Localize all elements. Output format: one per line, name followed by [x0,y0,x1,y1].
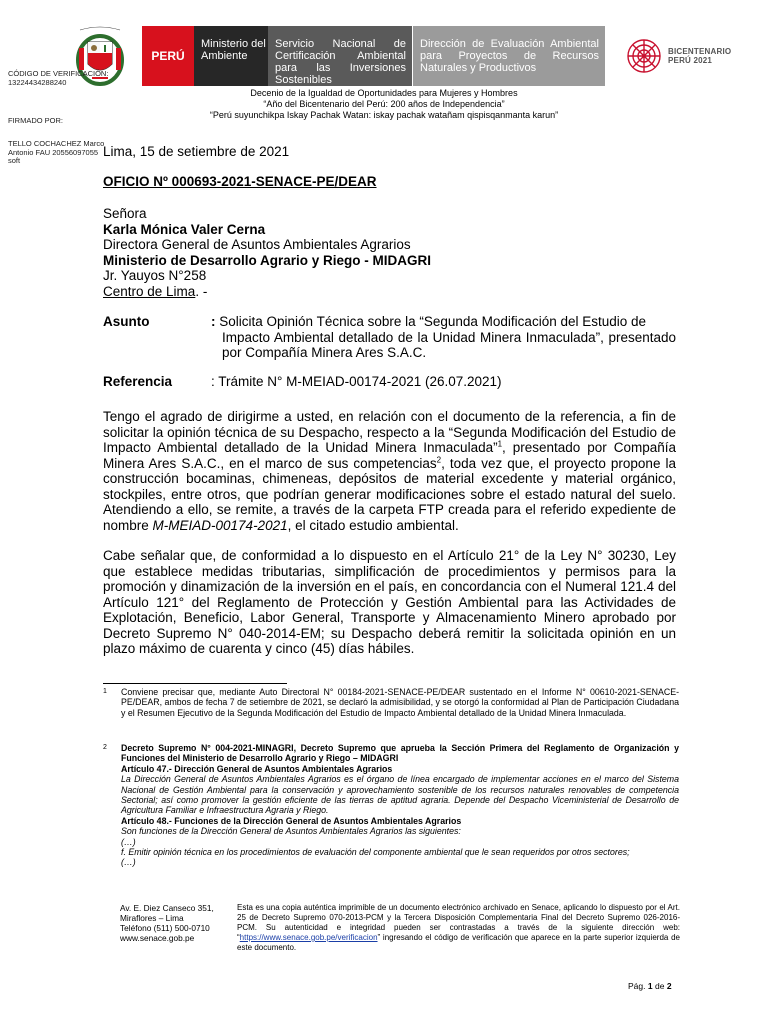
footnote-2-art48: Artículo 48.- Funciones de la Dirección General de Asuntos Ambientales Agrarios [121,815,462,826]
footnote-2-ellipsis-1: (…) [121,836,136,847]
footer-phone: Teléfono (511) 500-0710 [120,923,210,933]
recipient-city: Centro de Lima [103,283,196,299]
bicentenario-text [668,47,731,65]
page-of: de [654,981,665,991]
bicentenario-title: BICENTENARIO [668,47,732,56]
footer-legal-notice [237,903,680,953]
footnote-2-number: 2 [103,744,107,751]
signed-by-label: FIRMADO POR: [8,116,64,125]
footnote-ref-1: 1 [497,439,503,449]
footnote-2-art47: Artículo 47.- Dirección General de Asuntos Ambientales Agrarios [121,763,393,774]
footnote-2-title: Decreto Supremo N° 004-2021-MINAGRI, Decreto Supremo que aprueba la Sección Primera del Reglamento de Organización y Funciones del Ministerio de Desarrollo Agrario y Riego – MIDAGRI [121,743,679,764]
asunto-colon: : [211,314,216,329]
footer-legal-a: Esta es una copia auténtica imprimible de un documento electrónico archivado en Senace, aplicando lo dispuesto por el Art. 25 de Decreto Supremo 070-2013-PCM y la Tercera Disposición Complementaria Final del Decreto Supremo 026-2016-PCM. Su autenticidad e integridad pueden ser contrastadas a través de la siguiente dirección web: “ [237,903,680,942]
footnote-1-number: 1 [103,688,107,695]
footnote-2 [103,743,679,868]
peru-brand-box [142,26,194,86]
recipient-city-suffix: . - [195,283,208,299]
page-current: 1 [647,981,653,991]
oficio-number: OFICIO Nº 000693-2021-SENACE-PE/DEAR [103,174,377,189]
footnote-1-text: Conviene precisar que, mediante Auto Directoral N° 00184-2021-SENACE-PE/DEAR sustentado en el Informe N° 00610-2021-SENACE-PE/DEAR, ambos de fecha 7 de setiembre de 2021, se declaró la admisibilidad, y se otorgó la conformidad al Plan de Participación Ciudadana y el Resumen Ejecutivo de la Segunda Modificación del Estudio de Impacto Ambiental detallado de la Unidad Minera Inmaculada. [121,687,679,718]
letter-date: Lima, 15 de setiembre de 2021 [103,144,290,159]
verification-code: 13224434288240 [8,78,67,87]
bicentenario-sub: PERÚ 2021 [668,56,713,65]
recipient-block [103,206,431,299]
decenio-line: Decenio de la Igualdad de Oportunidades para Mujeres y Hombres [250,88,518,98]
peru-label: PERÚ [151,49,185,63]
page-label: Pág. [628,981,646,991]
p1-part-a: Tengo el agrado de dirigirme a usted, en relación con el documento de la referencia, a fin de solicitar la opinión técnica de su Despacho, respecto a la “Segunda Modificación del Estudio de Impacto Ambiental detallado de la Unidad Minera Inmaculada” [103,409,676,455]
salutation: Señora [103,206,147,221]
footnote-ref-2: 2 [436,455,442,464]
senace-box: Servicio Nacional de Certificación Ambiental para las Inversiones Sostenibles [268,26,412,86]
footer-addr-line2: Miraflores – Lima [120,913,184,923]
anio-line: “Año del Bicentenario del Perú: 200 años de Independencia” [263,99,505,109]
footer-address [120,903,214,943]
footer-addr-line1: Av. E. Diez Canseco 351, [120,903,214,913]
recipient-ministry: Ministerio de Desarrollo Agrario y Riego - MIDAGRI [103,252,432,268]
p1-part-c: , toda vez que, el proyecto propone la construcción bocaminas, chimeneas, depósitos de material excedente y material orgánico, stockpiles, entre otros, que podrían generar modificaciones sobre el estado natural del suelo. Atendiendo a ello, se remite, a través de la carpeta FTP creada para el referido expediente de nombre [103,455,676,533]
footnote-2-ellipsis-2: (…) [121,857,136,868]
ministerio-box: Ministerio del Ambiente [194,26,268,86]
header-mottos [150,88,618,121]
asunto-label: Asunto [103,314,150,329]
recipient-street: Jr. Yauyos N°258 [103,268,207,283]
asunto-rest: Impacto Ambiental detallado de la Unidad Minera Inmaculada”, presentado por Compañía Minera Ares S.A.C. [222,329,676,360]
p1-expediente: M-MEIAD-00174-2021 [152,517,288,533]
footnote-2-item-f: f. Emitir opinión técnica en los procedimientos de evaluación del componente ambiental que le sean requeridos por otros sectores; [121,847,630,858]
asunto-text [211,314,676,361]
recipient-city-line [103,284,431,300]
recipient-position: Directora General de Asuntos Ambientales Agrarios [103,237,411,252]
signer-name: TELLO COCHACHEZ Marco Antonio FAU 20556097055 soft [8,139,105,165]
page-number [628,981,672,991]
p1-part-b: , presentado por Compañía Minera Ares S.A.C., en el marco de sus competencias [103,440,676,471]
page-total: 2 [666,981,672,991]
dear-box: Dirección de Evaluación Ambiental para Proyectos de Recursos Naturales y Productivos [413,26,605,86]
asunto-first-line [211,314,676,330]
footer-legal-b: ” ingresando el código de verificación que aparece en la parte superior izquierda de este documento. [237,933,680,952]
p1-part-d: , el citado estudio ambiental. [287,517,459,533]
quechua-line: “Perú suyunchikpa Iskay Pachak Watan: iskay pachak watañam qispisqanmanta karun” [209,110,559,120]
asunto-line1: Solicita Opinión Técnica sobre la “Segunda Modificación del Estudio de [219,314,647,329]
footnote-1 [103,687,679,718]
footer-website[interactable]: www.senace.gob.pe [120,933,195,943]
recipient-name: Karla Mónica Valer Cerna [103,221,266,237]
footnote-2-art48-text: Son funciones de la Dirección General de Asuntos Ambientales Agrarios las siguientes: [121,826,461,837]
paragraph-2: Cabe señalar que, de conformidad a lo dispuesto en el Artículo 21° de la Ley N° 30230, Ley que establece medidas tributarias, simplificación de procedimientos y permisos para la promoción y dinamización de la inversión en el país, en concordancia con el Numeral 121.4 del Artículo 121° del Reglamento de Protección y Gestión Ambiental para las Actividades de Explotación, Beneficio, Labor General, Transporte y Almacenamiento Minero aprobado por Decreto Supremo N° 040-2014-EM; su Despacho deberá remitir la solicitada opinión en un plazo máximo de cuarenta y cinco (45) días hábiles. [103,548,676,656]
paragraph-1 [103,409,676,533]
footnote-2-art47-text: La Dirección General de Asuntos Ambientales Agrarios es el órgano de línea encargado de implementar acciones en el marco del Sistema Nacional de Gestión Ambiental para la conservación y aprovechamiento sostenible de los recursos naturales renovables de competencia Sectorial; así como promover la gestión eficiente de las tierras de aptitud agraria. Depende del Despacho Viceministerial de Desarrollo de Agricultura Familiar e Infraestructura Agraria y Riego. [121,774,679,816]
verification-label: CÓDIGO DE VERIFICACIÓN: [8,69,109,78]
referencia-text: : Trámite N° M-MEIAD-00174-2021 (26.07.2021) [211,374,502,389]
footnote-divider [103,683,287,684]
verification-link[interactable]: https://www.senace.gob.pe/verificacion [239,933,378,942]
peru-coat-of-arms-logo [70,26,130,88]
referencia-label: Referencia [103,374,173,389]
